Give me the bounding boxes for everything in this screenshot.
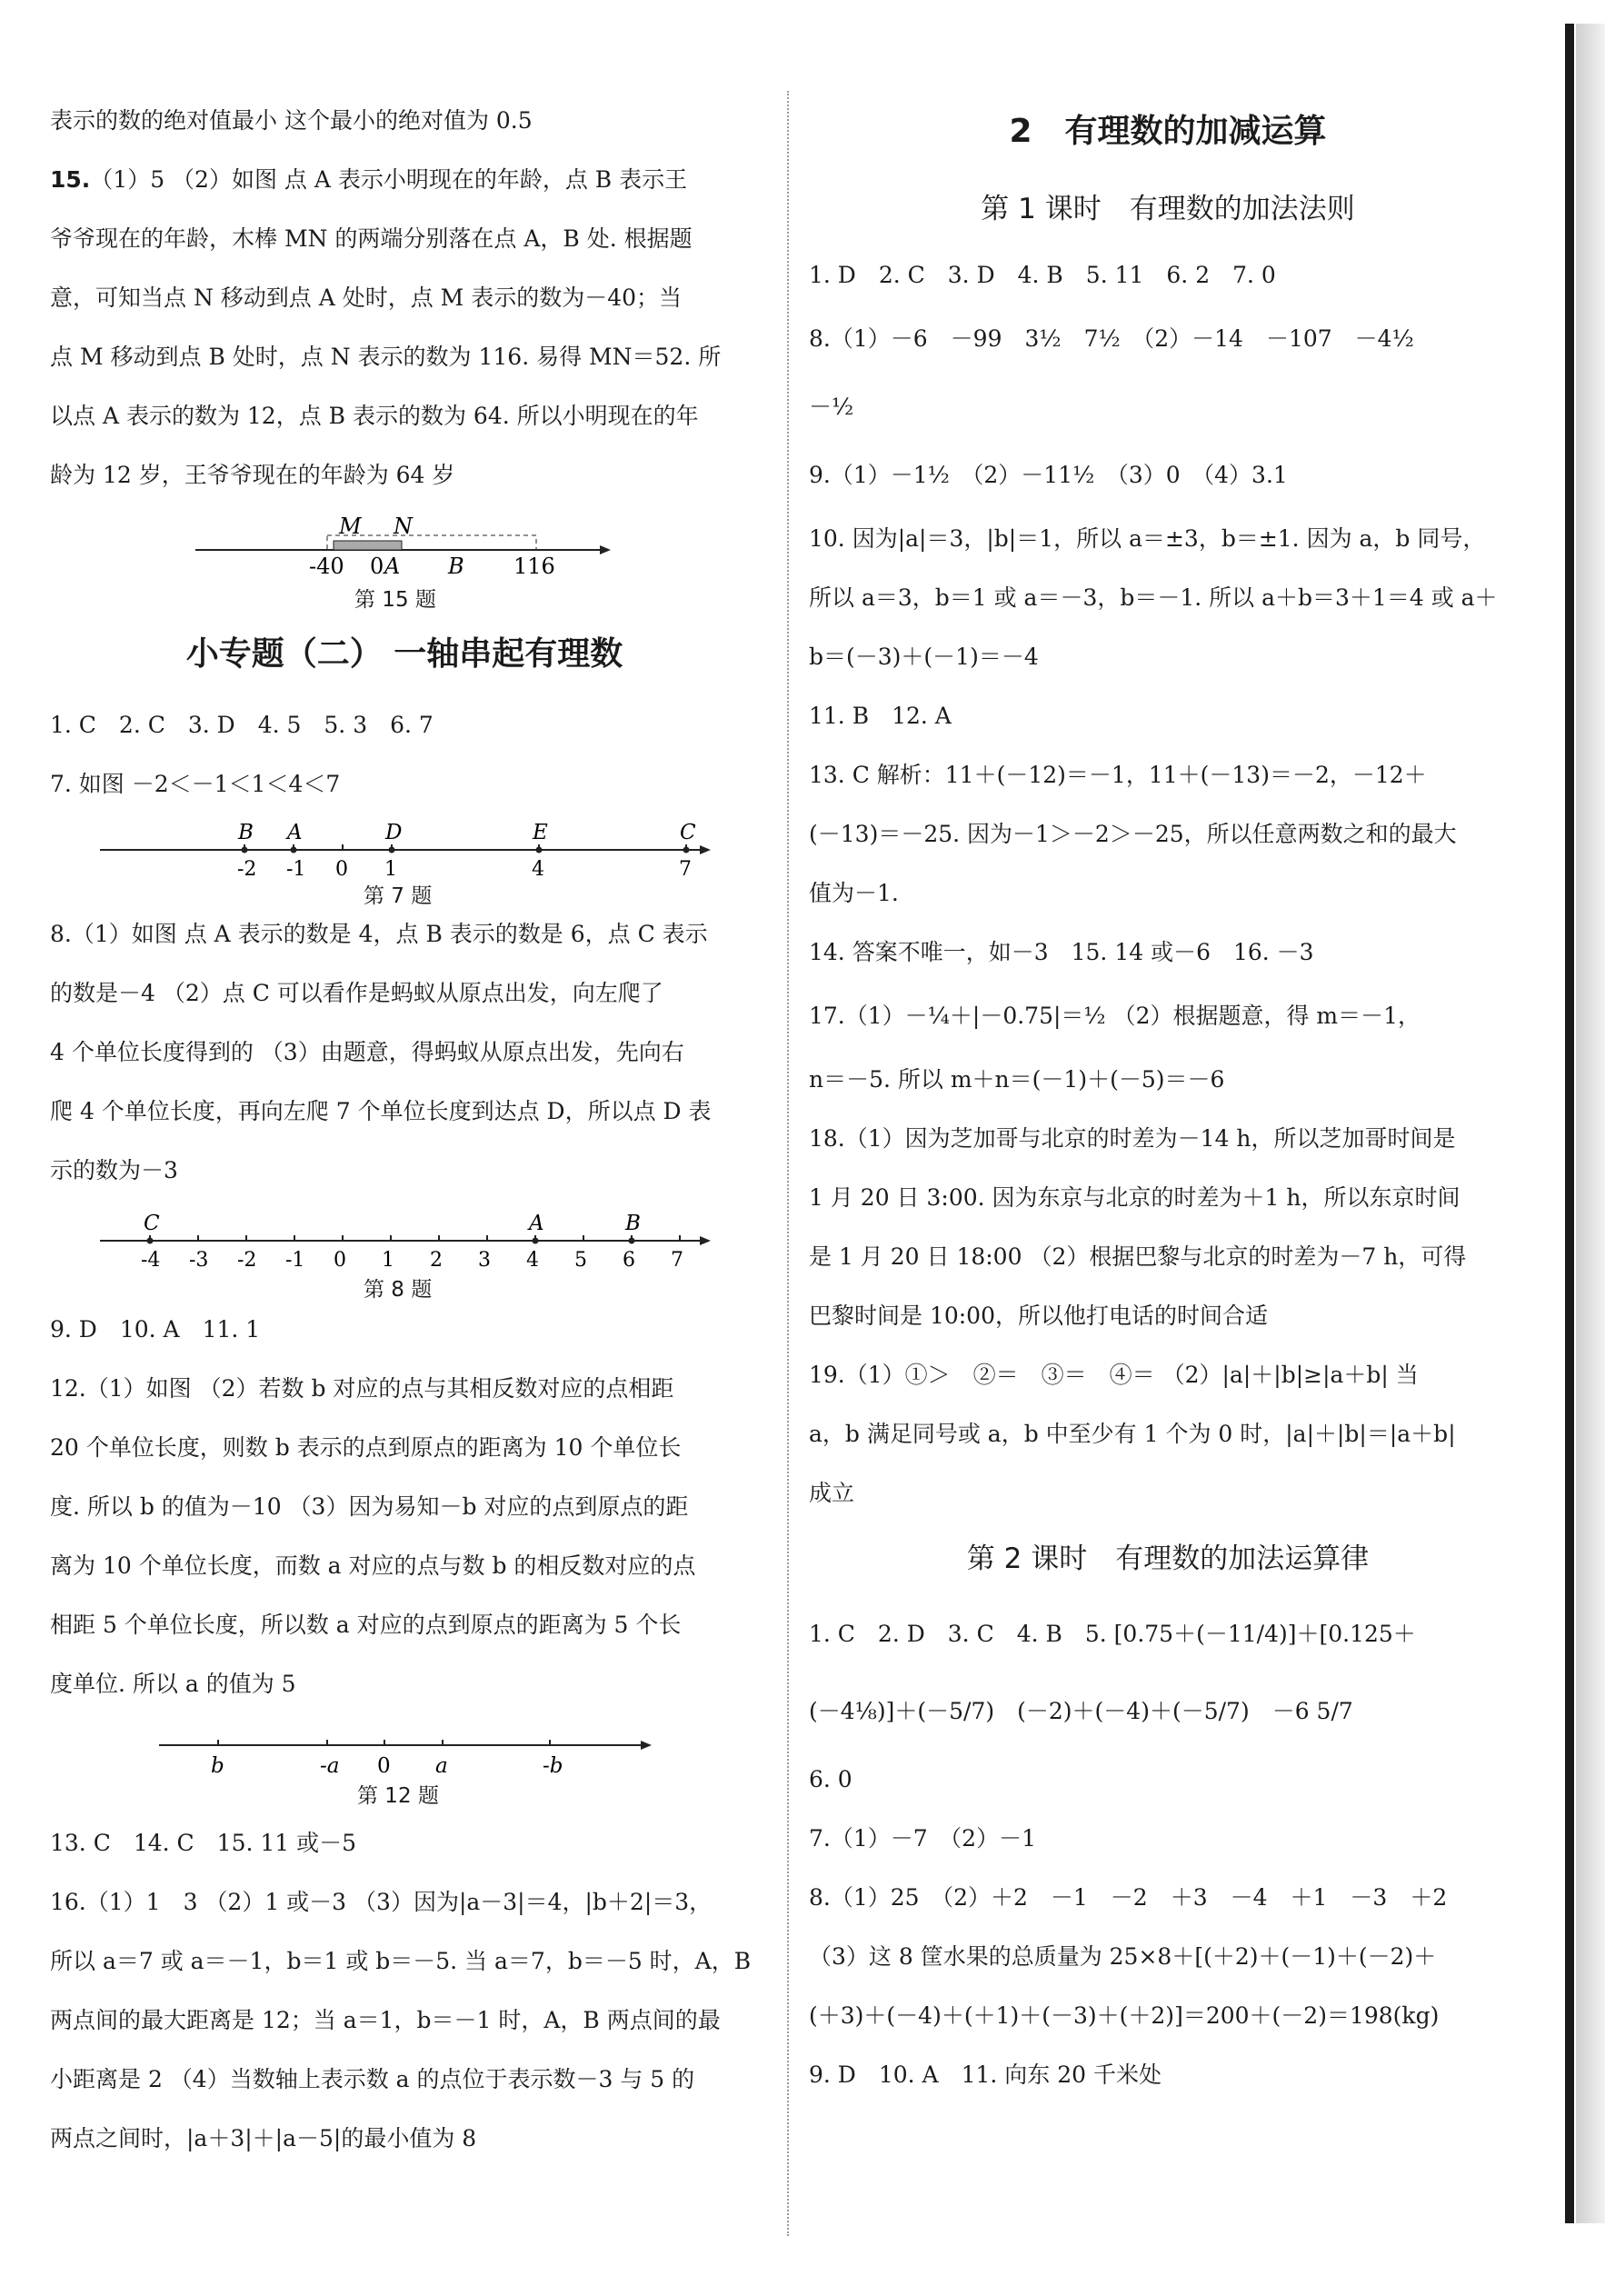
tick-label: 7 — [671, 1249, 683, 1272]
point — [683, 847, 690, 854]
q16-line: 两点之间时，|a＋3|＋|a－5|的最小值为 8 — [50, 2125, 477, 2151]
point — [536, 847, 543, 854]
point-label: B — [625, 1212, 641, 1235]
tick-label: 2 — [430, 1249, 443, 1272]
q15-line: 以点 A 表示的数为 12，点 B 表示的数为 64. 所以小明现在的年 — [50, 403, 699, 429]
label-n: N — [394, 514, 413, 539]
q12-line: 度单位. 所以 a 的值为 5 — [50, 1671, 296, 1697]
q5-line: 1. C 2. D 3. C 4. B 5. [0.75＋(－11/4)]＋[0.125＋ — [809, 1621, 1416, 1647]
section-title: 小专题（二） 一轴串起有理数 — [185, 635, 623, 673]
q8-line: －½ — [809, 394, 854, 420]
point — [629, 1238, 635, 1244]
q8b-line: 8.（1）25 （2）＋2 －1 －2 ＋3 －4 ＋1 －3 ＋2 — [809, 1884, 1448, 1911]
q10-line: 10. 因为|a|＝3，|b|＝1，所以 a＝±3，b＝±1. 因为 a，b 同号， — [809, 525, 1486, 552]
q12-line: 20 个单位长度，则数 b 表示的点到原点的距离为 10 个单位长 — [50, 1434, 682, 1461]
q15-line: 爷爷现在的年龄，木棒 MN 的两端分别落在点 A，B 处. 根据题 — [50, 225, 693, 252]
axis-arrow — [600, 545, 611, 554]
page-edge-shadow — [1576, 24, 1605, 2223]
q8-line: 8.（1）如图 点 A 表示的数是 4，点 B 表示的数是 6，点 C 表示 — [50, 921, 708, 947]
point-label: C — [680, 821, 696, 844]
point — [533, 1238, 539, 1244]
stick-mn — [334, 541, 402, 550]
tick-label: 0 — [377, 1754, 391, 1778]
figure-7 — [50, 814, 759, 908]
figure-15 — [50, 504, 759, 614]
tick-label: 4 — [532, 858, 544, 881]
answer-line: 9. D 10. A 11. 向东 20 千米处 — [809, 2061, 1162, 2088]
label-b: B — [448, 554, 464, 579]
q13-line: 13. C 解析：11＋(－12)＝－1，11＋(－13)＝－2，－12＋ — [809, 762, 1427, 788]
q15-line: 意，可知当点 N 移动到点 A 处时，点 M 表示的数为－40；当 — [50, 285, 683, 311]
figure-8-caption: 第 8 题 — [364, 1278, 433, 1302]
tick-label: -a — [320, 1754, 340, 1778]
point-label: E — [533, 821, 548, 844]
right-column — [809, 91, 1527, 2104]
q8-line: 的数是－4 （2）点 C 可以看作是蚂蚁从原点出发，向左爬了 — [50, 980, 663, 1006]
lesson-2-title: 第 2 课时 有理数的加法运算律 — [966, 1542, 1370, 1575]
figure-12-caption: 第 12 题 — [357, 1784, 439, 1808]
answer-line: 11. B 12. A — [809, 703, 952, 729]
answer-line: 表示的数的绝对值最小 这个最小的绝对值为 0.5 — [50, 107, 533, 134]
answer-line: 6. 0 — [809, 1766, 852, 1792]
point-label: B — [238, 821, 254, 844]
tick-label: -b — [543, 1754, 563, 1778]
q15-number: 15. — [50, 166, 91, 193]
point — [147, 1238, 154, 1244]
q12-line: 度. 所以 b 的值为－10 （3）因为易知－b 对应的点到原点的距 — [50, 1493, 689, 1520]
point-label: C — [144, 1212, 160, 1235]
left-column — [50, 91, 759, 2168]
tick-label: 0 — [334, 1249, 346, 1272]
q13-line: 值为－1. — [809, 880, 899, 906]
point-label: A — [529, 1212, 544, 1235]
q10-line: b＝(－3)＋(－1)＝－4 — [809, 644, 1039, 670]
q13-line: (－13)＝－25. 因为－1＞－2＞－25，所以任意两数之和的最大 — [809, 821, 1457, 847]
answer-line: 1. D 2. C 3. D 4. B 5. 11 6. 2 7. 0 — [809, 262, 1276, 288]
q15-line: 15.（1）5 （2）如图 点 A 表示小明现在的年龄，点 B 表示王 — [50, 166, 688, 193]
q7-line: 7. 如图 －2＜－1＜1＜4＜7 — [50, 771, 341, 797]
label-a: A — [384, 554, 401, 579]
q8-line: 爬 4 个单位长度，再向左爬 7 个单位长度到达点 D，所以点 D 表 — [50, 1098, 712, 1124]
tick-0: 0 — [370, 554, 384, 579]
q19-line: a，b 满足同号或 a，b 中至少有 1 个为 0 时，|a|＋|b|＝|a＋b| — [809, 1421, 1456, 1447]
q8b-line: （3）这 8 筐水果的总质量为 25×8＋[(＋2)＋(－1)＋(－2)＋ — [809, 1943, 1437, 1970]
q15-line: 点 M 移动到点 B 处时，点 N 表示的数为 116. 易得 MN＝52. 所 — [50, 344, 722, 370]
q8-line: 8.（1）－6 －99 3½ 7½ （2）－14 －107 －4½ — [809, 325, 1414, 352]
q16-line: 16.（1）1 3 （2）1 或－3 （3）因为|a－3|＝4，|b＋2|＝3， — [50, 1889, 713, 1915]
q10-line: 所以 a＝3，b＝1 或 a＝－3，b＝－1. 所以 a＋b＝3＋1＝4 或 a＋ — [809, 584, 1498, 611]
point — [291, 847, 297, 854]
column-divider — [787, 91, 789, 2236]
q18-line: 是 1 月 20 日 18:00 （2）根据巴黎与北京的时差为－7 h，可得 — [809, 1243, 1467, 1270]
tick-116: 116 — [513, 554, 555, 579]
q8-line: 4 个单位长度得到的 （3）由题意，得蚂蚁从原点出发，先向右 — [50, 1039, 684, 1065]
tick-label: 5 — [574, 1249, 587, 1272]
q18-line: 18.（1）因为芝加哥与北京的时差为－14 h，所以芝加哥时间是 — [809, 1125, 1456, 1152]
tick-label: -1 — [286, 858, 306, 881]
tick-label: -4 — [141, 1249, 161, 1272]
q19-line: 成立 — [809, 1480, 855, 1506]
chapter-title: 2 有理数的加减运算 — [1009, 113, 1327, 150]
q9-line: 9.（1）－1½ （2）－11½ （3）0 （4）3.1 — [809, 462, 1288, 488]
figure-15-caption: 第 15 题 — [354, 588, 436, 612]
tick-label: b — [211, 1754, 224, 1778]
tick-label: 4 — [526, 1249, 539, 1272]
tick-neg40: -40 — [309, 554, 344, 579]
q8b-line: (＋3)＋(－4)＋(＋1)＋(－3)＋(＋2)]＝200＋(－2)＝198(kg) — [809, 2002, 1440, 2029]
figure-8 — [50, 1200, 759, 1300]
q12-line: 12.（1）如图 （2）若数 b 对应的点与其相反数对应的点相距 — [50, 1375, 674, 1402]
q17-line: 17.（1）－¼＋|－0.75|＝½ （2）根据题意，得 m＝－1， — [809, 1003, 1421, 1029]
tick-label: 6 — [623, 1249, 635, 1272]
q12-line: 相距 5 个单位长度，所以数 a 对应的点到原点的距离为 5 个长 — [50, 1612, 682, 1638]
answer-line: 7.（1）－7 （2）－1 — [809, 1825, 1036, 1852]
point — [242, 847, 248, 854]
tick-label: 3 — [478, 1249, 491, 1272]
q8-line: 示的数为－3 — [50, 1157, 178, 1183]
q12-line: 离为 10 个单位长度，而数 a 对应的点与数 b 的相反数对应的点 — [50, 1552, 696, 1579]
q18-line: 巴黎时间是 10:00，所以他打电话的时间合适 — [809, 1303, 1268, 1329]
tick-label: -2 — [237, 1249, 257, 1272]
point-label: A — [287, 821, 303, 844]
tick-label: a — [435, 1754, 448, 1778]
figure-12 — [50, 1713, 759, 1813]
tick-label: 0 — [335, 858, 348, 881]
tick-label: -3 — [189, 1249, 209, 1272]
lesson-1-title: 第 1 课时 有理数的加法法则 — [981, 193, 1355, 225]
q15-line: 龄为 12 岁，王爷爷现在的年龄为 64 岁 — [50, 462, 455, 488]
page-edge-bar — [1565, 24, 1574, 2223]
tick-label: 7 — [679, 858, 692, 881]
tick-label: -1 — [285, 1249, 305, 1272]
q19-line: 19.（1）①＞ ②＝ ③＝ ④＝ （2）|a|＋|b|≥|a＋b| 当 — [809, 1362, 1419, 1388]
point-label: D — [385, 821, 403, 844]
q16-line: 小距离是 2 （4）当数轴上表示数 a 的点位于表示数－3 与 5 的 — [50, 2066, 695, 2092]
answer-line: 1. C 2. C 3. D 4. 5 5. 3 6. 7 — [50, 712, 434, 738]
point — [389, 847, 395, 854]
label-m: M — [339, 514, 362, 539]
q16-line: 两点间的最大距离是 12；当 a＝1，b＝－1 时，A，B 两点间的最 — [50, 2007, 721, 2033]
q18-line: 1 月 20 日 3:00. 因为东京与北京的时差为＋1 h，所以东京时间 — [809, 1184, 1460, 1211]
q17-line: n＝－5. 所以 m＋n＝(－1)＋(－5)＝－6 — [809, 1066, 1225, 1093]
answer-line: 13. C 14. C 15. 11 或－5 — [50, 1830, 357, 1856]
answer-line: 9. D 10. A 11. 1 — [50, 1316, 261, 1343]
q16-line: 所以 a＝7 或 a＝－1，b＝1 或 b＝－5. 当 a＝7，b＝－5 时，A，B — [50, 1948, 752, 1974]
tick-label: 1 — [384, 858, 397, 881]
tick-label: -2 — [237, 858, 257, 881]
answer-line: 14. 答案不唯一，如－3 15. 14 或－6 16. －3 — [809, 939, 1314, 965]
figure-7-caption: 第 7 题 — [364, 884, 433, 908]
q5-line: (－4⅛)]＋(－5/7) (－2)＋(－4)＋(－5/7) －6 5/7 — [809, 1698, 1353, 1724]
tick-label: 1 — [382, 1249, 394, 1272]
